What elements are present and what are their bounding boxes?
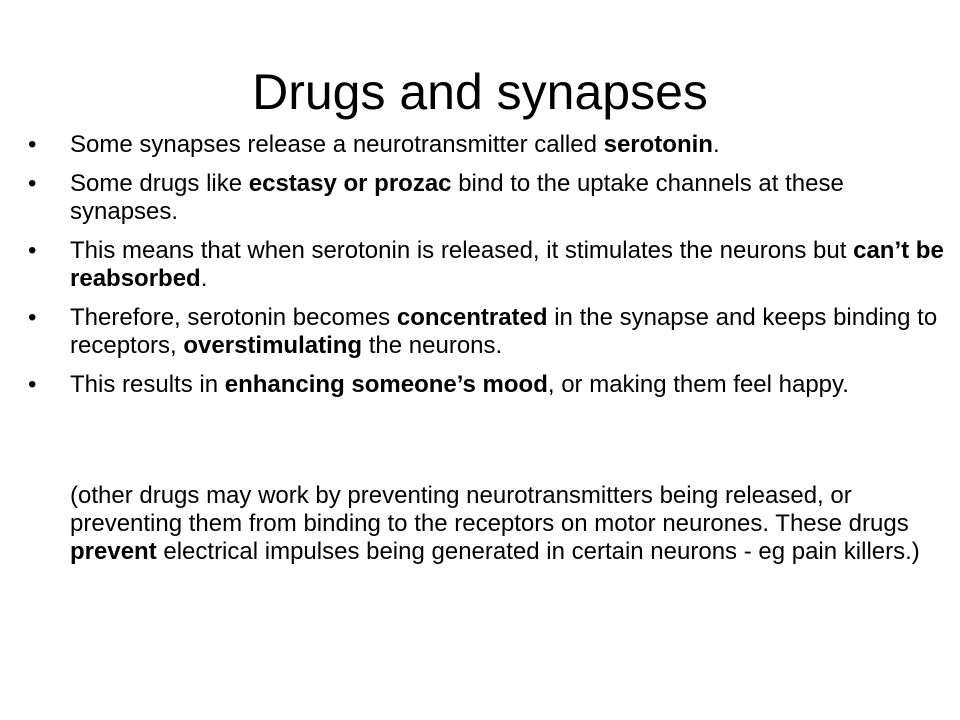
bullet-dot: • [28, 170, 37, 197]
bullet-text: in the synapse and keeps binding to receptors, [70, 304, 938, 359]
bullet-item [28, 170, 946, 226]
bullet-dot: • [28, 237, 37, 264]
bullet-item [28, 131, 946, 159]
note-text: (other drugs may work by preventing neurotransmitters being released, or preventing them from binding to the receptors on motor neurones. These drugs [70, 482, 909, 537]
footnote-paragraph [70, 482, 930, 566]
bullet-text: Some synapses release a neurotransmitter called [70, 131, 604, 158]
bullet-list [28, 131, 946, 410]
bullet-emphasis: ecstasy or prozac [248, 170, 452, 197]
bullet-text: bind to the uptake channels at these synapses. [70, 170, 844, 225]
bullet-text: . [200, 265, 208, 292]
bullet-item [28, 371, 946, 399]
bullet-dot: • [28, 131, 37, 158]
bullet-dot: • [28, 371, 37, 398]
bullet-emphasis: overstimulating [183, 332, 363, 359]
bullet-text: . [712, 131, 720, 158]
bullet-dot: • [28, 304, 37, 331]
note-emphasis: prevent [70, 538, 157, 565]
bullet-text: This results in [70, 371, 225, 398]
bullet-item [28, 237, 946, 293]
bullet-text: , or making them feel happy. [547, 371, 849, 398]
note-text: electrical impulses being generated in certain neurons - eg pain killers.) [156, 538, 920, 565]
bullet-emphasis: enhancing someone’s mood [224, 371, 548, 398]
bullet-text: Therefore, serotonin becomes [70, 304, 397, 331]
bullet-emphasis: serotonin [603, 131, 713, 158]
bullet-emphasis: concentrated [396, 304, 548, 331]
bullet-item [28, 304, 946, 360]
bullet-text: This means that when serotonin is released, it stimulates the neurons but [70, 237, 854, 264]
bullet-emphasis: can’t be reabsorbed [70, 237, 944, 292]
bullet-text: the neurons. [362, 332, 503, 359]
slide-title: Drugs and synapses [252, 64, 708, 120]
bullet-text: Some drugs like [70, 170, 249, 197]
